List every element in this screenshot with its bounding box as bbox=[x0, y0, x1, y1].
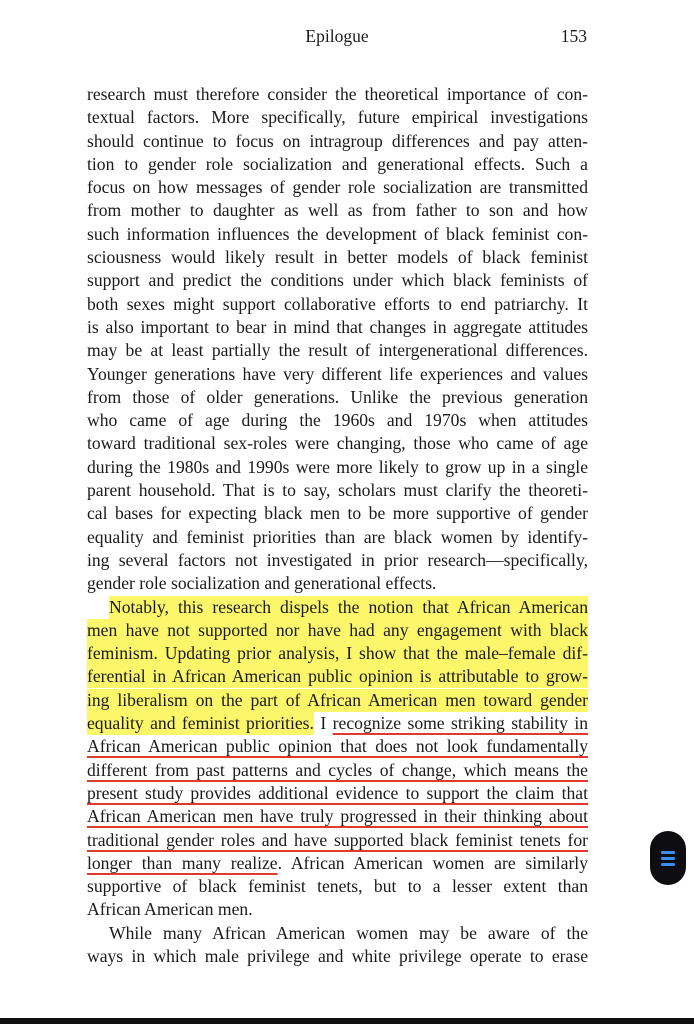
underline: recognize some striking stability in bbox=[332, 713, 589, 734]
text-line: While many African American women may be aware of the bbox=[109, 922, 588, 943]
underline: different from past patterns and cycles of change, which means the bbox=[87, 759, 588, 780]
highlighted-line bbox=[87, 665, 588, 688]
text-line: focus on how messages of gender role socialization are transmitted bbox=[87, 177, 588, 198]
underlined-line bbox=[87, 735, 588, 758]
menu-icon-bar bbox=[661, 857, 675, 860]
text-line: cal bases for expecting black men to be more supportive of gender bbox=[87, 503, 588, 524]
highlight: Notably, this research dispels the notion that African American bbox=[109, 596, 588, 617]
text-line: African American men. bbox=[87, 899, 253, 920]
underline: traditional gender roles and have supported black feminist tenets for bbox=[87, 829, 588, 850]
highlighted-line bbox=[87, 619, 588, 642]
highlight: ferential in African American public opinion is attributable to grow- bbox=[87, 666, 588, 687]
text-line: supportive of black feminist tenets, but to a lesser extent than bbox=[87, 876, 588, 897]
text-line: equality and feminist priorities than are black women by identify- bbox=[87, 526, 588, 547]
text-line: is also important to bear in mind that changes in aggregate attitudes bbox=[87, 316, 588, 337]
underlined-line bbox=[87, 829, 588, 852]
text-line: during the 1980s and 1990s were more likely to grow up in a single bbox=[87, 456, 588, 477]
menu-icon-bar bbox=[661, 863, 675, 866]
text-line: both sexes might support collaborative efforts to end patriarchy. It bbox=[87, 293, 588, 314]
text-line: toward traditional sex-roles were changing, those who came of age bbox=[87, 433, 588, 454]
text-line: support and predict the conditions under which black feminists of bbox=[87, 270, 588, 291]
highlight: men have not supported nor have had any engagement with black bbox=[87, 619, 588, 640]
mixed-line bbox=[87, 712, 588, 735]
underlined-line bbox=[87, 759, 588, 782]
text-line: who came of age during the 1960s and 1970s when attitudes bbox=[87, 410, 588, 431]
text-line: should continue to focus on intragroup differences and pay atten- bbox=[87, 130, 588, 151]
page-body bbox=[87, 83, 588, 968]
highlighted-line bbox=[87, 642, 588, 665]
text-line: gender role socialization and generational effects. bbox=[87, 573, 437, 594]
text-line: sciousness would likely result in better models of black feminist bbox=[87, 247, 588, 268]
text-line: parent household. That is to say, scholars must clarify the theoreti- bbox=[87, 480, 588, 501]
underline: present study provides additional evidence to support the claim that bbox=[87, 782, 588, 803]
page-number: 153 bbox=[560, 26, 587, 46]
underline: African American men have truly progressed in their thinking about bbox=[87, 806, 588, 827]
text-line: textual factors. More specifically, future empirical investigations bbox=[87, 107, 588, 128]
text-line: from those of older generations. Unlike the previous generation bbox=[87, 386, 588, 407]
menu-icon-bar bbox=[661, 851, 675, 854]
text-line: such information influences the development of black feminist con- bbox=[87, 223, 588, 244]
underline: African American public opinion that does not look fundamentally bbox=[87, 736, 588, 757]
underlined-line bbox=[87, 782, 588, 805]
highlight: feminism. Updating prior analysis, I show that the male–female dif- bbox=[87, 643, 588, 664]
text-line: from mother to daughter as well as from father to son and how bbox=[87, 200, 588, 221]
underlined-line bbox=[87, 805, 588, 828]
reader-menu-button[interactable] bbox=[650, 831, 686, 885]
text-line: tion to gender role socialization and generational effects. Such a bbox=[87, 153, 588, 174]
mixed-line bbox=[87, 852, 588, 875]
text-line: may be at least partially the result of intergenerational differences. bbox=[87, 340, 588, 361]
underline: longer than many realize bbox=[87, 852, 278, 873]
text-line: ing several factors not investigated in prior research—specifically, bbox=[87, 549, 588, 570]
highlighted-line bbox=[87, 596, 588, 619]
running-head: Epilogue bbox=[305, 26, 369, 46]
text-fragment: I bbox=[320, 713, 327, 734]
text-line: research must therefore consider the theoretical importance of con- bbox=[87, 84, 588, 104]
highlighted-line bbox=[87, 689, 588, 712]
text-line: ways in which male privilege and white privilege operate to erase bbox=[87, 945, 588, 966]
bottom-edge bbox=[0, 1018, 694, 1024]
page-header bbox=[87, 26, 587, 50]
text-fragment: . African American women are similarly bbox=[277, 852, 588, 873]
text-line: Younger generations have very different life experiences and values bbox=[87, 363, 588, 384]
highlight: ing liberalism on the part of African American men toward gender bbox=[87, 689, 588, 710]
highlight: equality and feminist priorities. bbox=[87, 713, 314, 734]
